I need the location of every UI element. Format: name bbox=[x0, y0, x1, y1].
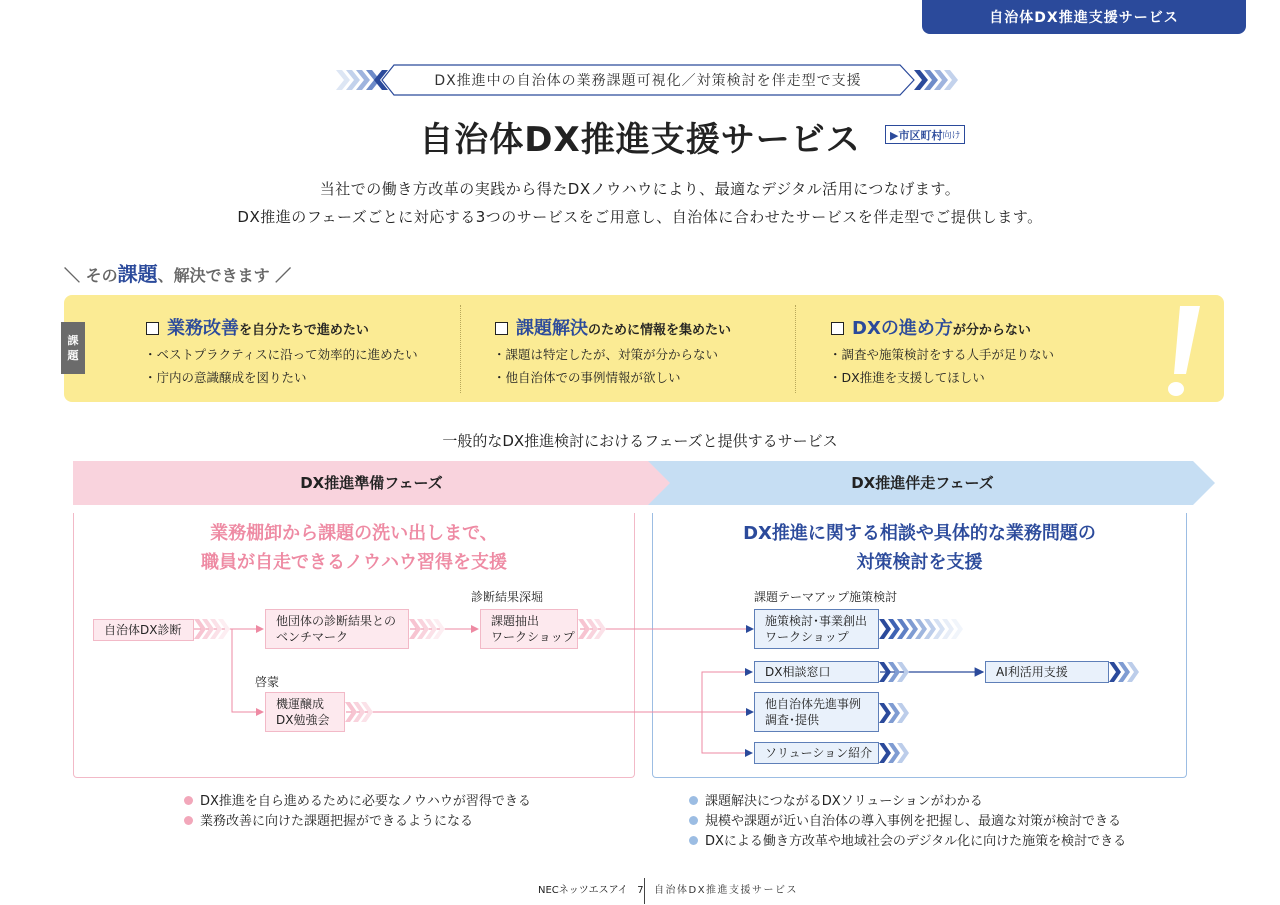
label-theme: 課題テーマアップ施策検討 bbox=[754, 590, 898, 604]
footer-divider bbox=[644, 878, 645, 904]
issue-title-1: 業務改善を自分たちで進めたい bbox=[146, 314, 369, 340]
issue-item: ・ベストプラクティスに沿って効率的に進めたい bbox=[144, 347, 418, 362]
issues-side-label: 課 題 bbox=[61, 322, 85, 374]
issue-item: ・課題は特定したが、対策が分からない bbox=[493, 347, 719, 362]
bullet-dot-icon bbox=[689, 796, 698, 805]
run-benefit: DXによる働き方改革や地域社会のデジタル化に向けた施策を検討できる bbox=[689, 830, 1126, 849]
node-cases: 他自治体先進事例 調査･提供 bbox=[754, 692, 879, 732]
run-benefit: 課題解決につながるDXソリューションがわかる bbox=[689, 790, 983, 809]
prep-headline-2: 職員が自走できるノウハウ習得を支援 bbox=[201, 552, 507, 573]
prep-benefit: DX推進を自ら進めるために必要なノウハウが習得できる bbox=[184, 790, 531, 809]
prep-headline-1: 業務棚卸から課題の洗い出しまで、 bbox=[210, 523, 498, 544]
prep-benefit: 業務改善に向けた課題把握ができるようになる bbox=[184, 810, 473, 829]
issue-item: ・他自治体での事例情報が欲しい bbox=[493, 370, 681, 385]
node-consult: DX相談窓口 bbox=[754, 661, 879, 683]
phase-section-title: 一般的なDX推進検討におけるフェーズと提供するサービス bbox=[442, 432, 838, 450]
lead-line-1: 当社での働き方改革の実践から得たDXノウハウにより、最適なデジタル活用につなげます。 bbox=[319, 180, 961, 198]
run-headline-2: 対策検討を支援 bbox=[856, 552, 983, 573]
bullet-dot-icon bbox=[689, 836, 698, 845]
page-title: 自治体DX推進支援サービス bbox=[419, 120, 861, 160]
subtitle-text: DX推進中の自治体の業務課題可視化／対策検討を伴走型で支援 bbox=[434, 73, 862, 89]
label-enlighten: 啓蒙 bbox=[255, 675, 280, 689]
footer-company: NECネッツエスアイ 7 bbox=[538, 885, 644, 896]
node-benchmark: 他団体の診断結果との ベンチマーク bbox=[265, 609, 409, 649]
node-solution: ソリューション紹介 bbox=[754, 742, 879, 764]
label-deep-dive: 診断結果深堀 bbox=[471, 590, 544, 604]
lead-line-2: DX推進のフェーズごとに対応する3つのサービスをご用意し、自治体に合わせたサービスを伴走型でご提供します。 bbox=[237, 208, 1043, 226]
node-ai: AI利活用支援 bbox=[985, 661, 1109, 683]
node-dx-study: 機運醸成 DX勉強会 bbox=[265, 692, 345, 732]
issue-title-3: DXの進め方が分からない bbox=[831, 314, 1031, 340]
run-benefit: 規模や課題が近い自治体の導入事例を把握し、最適な対策が検討できる bbox=[689, 810, 1121, 829]
run-phase-label: DX推進伴走フェーズ bbox=[851, 474, 994, 492]
issue-item: ・庁内の意識醸成を図りたい bbox=[144, 370, 307, 385]
node-issue-workshop: 課題抽出 ワークショップ bbox=[480, 609, 578, 649]
footer-doc: 自治体DX推進支援サービス bbox=[654, 885, 799, 896]
target-badge: ▶市区町村 向け bbox=[885, 125, 965, 144]
node-plan-workshop: 施策検討･事業創出 ワークショップ bbox=[754, 609, 879, 649]
bullet-dot-icon bbox=[184, 796, 193, 805]
bullet-dot-icon bbox=[689, 816, 698, 825]
header-tab: 自治体DX推進支援サービス bbox=[922, 0, 1246, 34]
node-diagnosis: 自治体DX診断 bbox=[93, 619, 194, 641]
issue-item: ・調査や施策検討をする人手が足りない bbox=[829, 347, 1055, 362]
issues-heading: ＼ その課題、解決できます ／ bbox=[64, 262, 292, 286]
issue-item: ・DX推進を支援してほしい bbox=[829, 370, 985, 385]
issue-title-2: 課題解決のために情報を集めたい bbox=[495, 314, 731, 340]
bullet-dot-icon bbox=[184, 816, 193, 825]
run-headline-1: DX推進に関する相談や具体的な業務問題の bbox=[743, 523, 1096, 544]
prep-phase-label: DX推進準備フェーズ bbox=[300, 474, 443, 492]
